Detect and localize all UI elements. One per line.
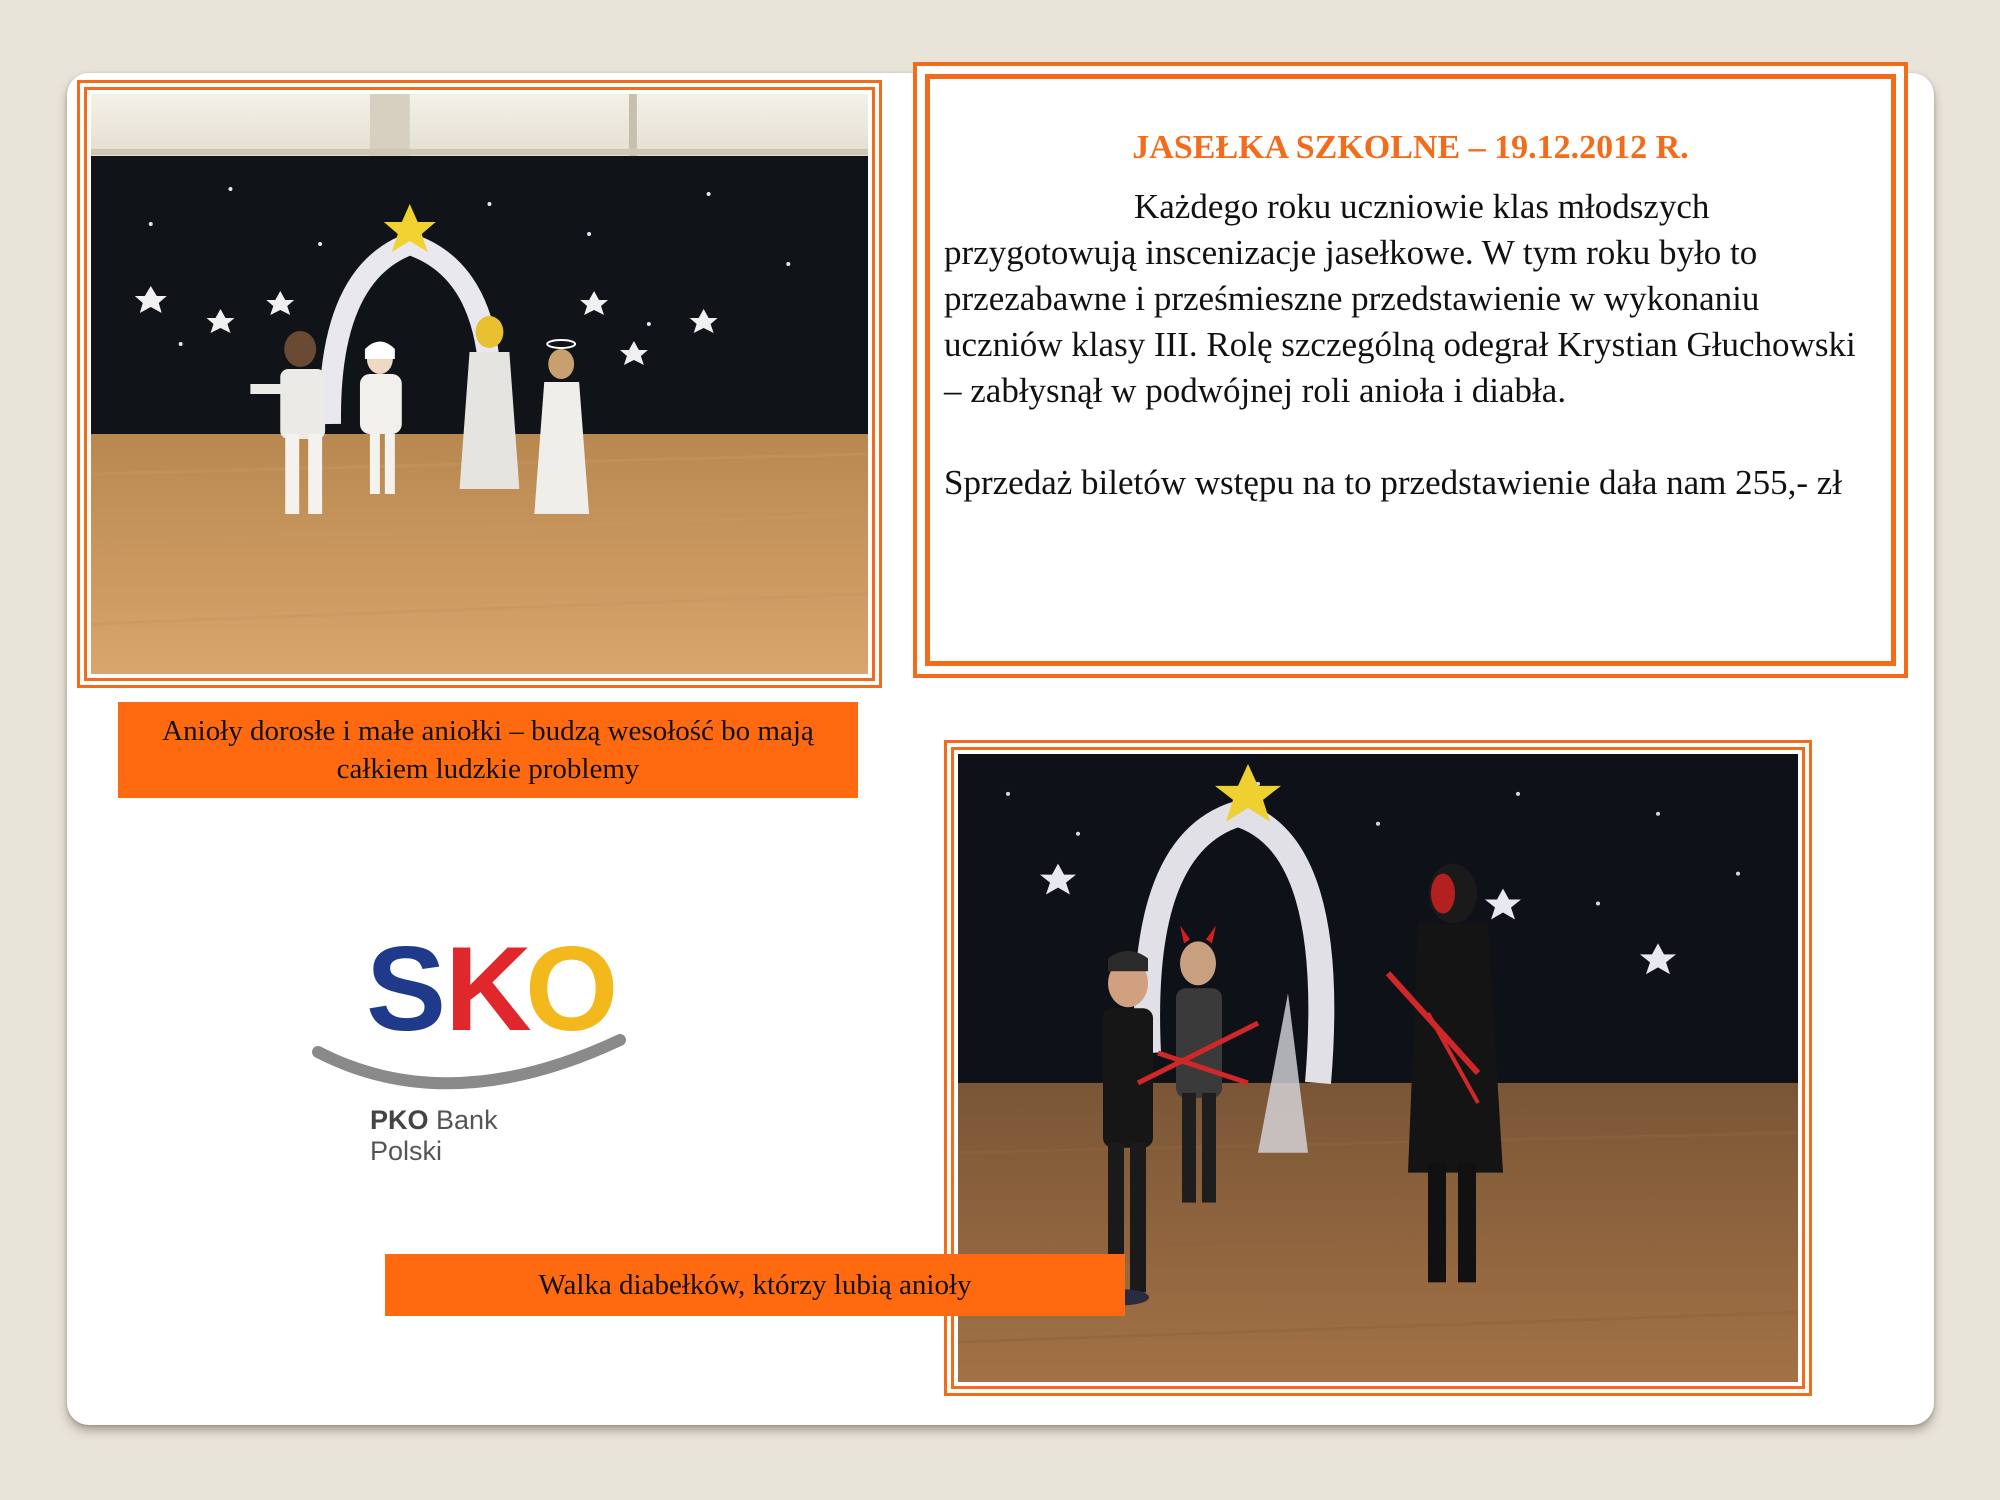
text-box [913, 62, 1908, 678]
devils-caption: Walka diabełków, którzy lubią anioły [385, 1254, 1125, 1316]
ticket-sales-paragraph: Sprzedaż biletów wstępu na to przedstawienie dała nam 255,- zł [944, 463, 1843, 502]
description-paragraph-text: Każdego roku uczniowie klas młodszych przygotowują inscenizacje jasełkowe. W tym roku było to przezabawne i prześmieszne przedstawienie w wykonaniu uczniów klasy III. Rolę szczególną odegrał Krystian Głuchowski – zabłysnął w podwójnej roli anioła i diabła. [944, 187, 1856, 410]
svg-text:K: K [445, 922, 532, 1056]
angels-photo-frame [77, 80, 882, 688]
description-paragraph [944, 184, 1871, 414]
angels-caption: Anioły dorosłe i małe aniołki – budzą wesołość bo mają całkiem ludzkie problemy [118, 702, 858, 798]
pko-bank-name [370, 1105, 570, 1167]
sko-pko-logo [300, 920, 640, 1166]
page-title: JASEŁKA SZKOLNE – 19.12.2012 R. [1132, 129, 1689, 166]
description-text [944, 184, 1871, 506]
text-box-inner-border [925, 74, 1896, 666]
svg-text:S: S [366, 922, 447, 1056]
svg-text:O: O [525, 922, 619, 1056]
angels-photo [91, 94, 868, 674]
pko-bold-text: PKO [370, 1105, 429, 1135]
bank-polski-text: Bank Polski [370, 1105, 498, 1166]
